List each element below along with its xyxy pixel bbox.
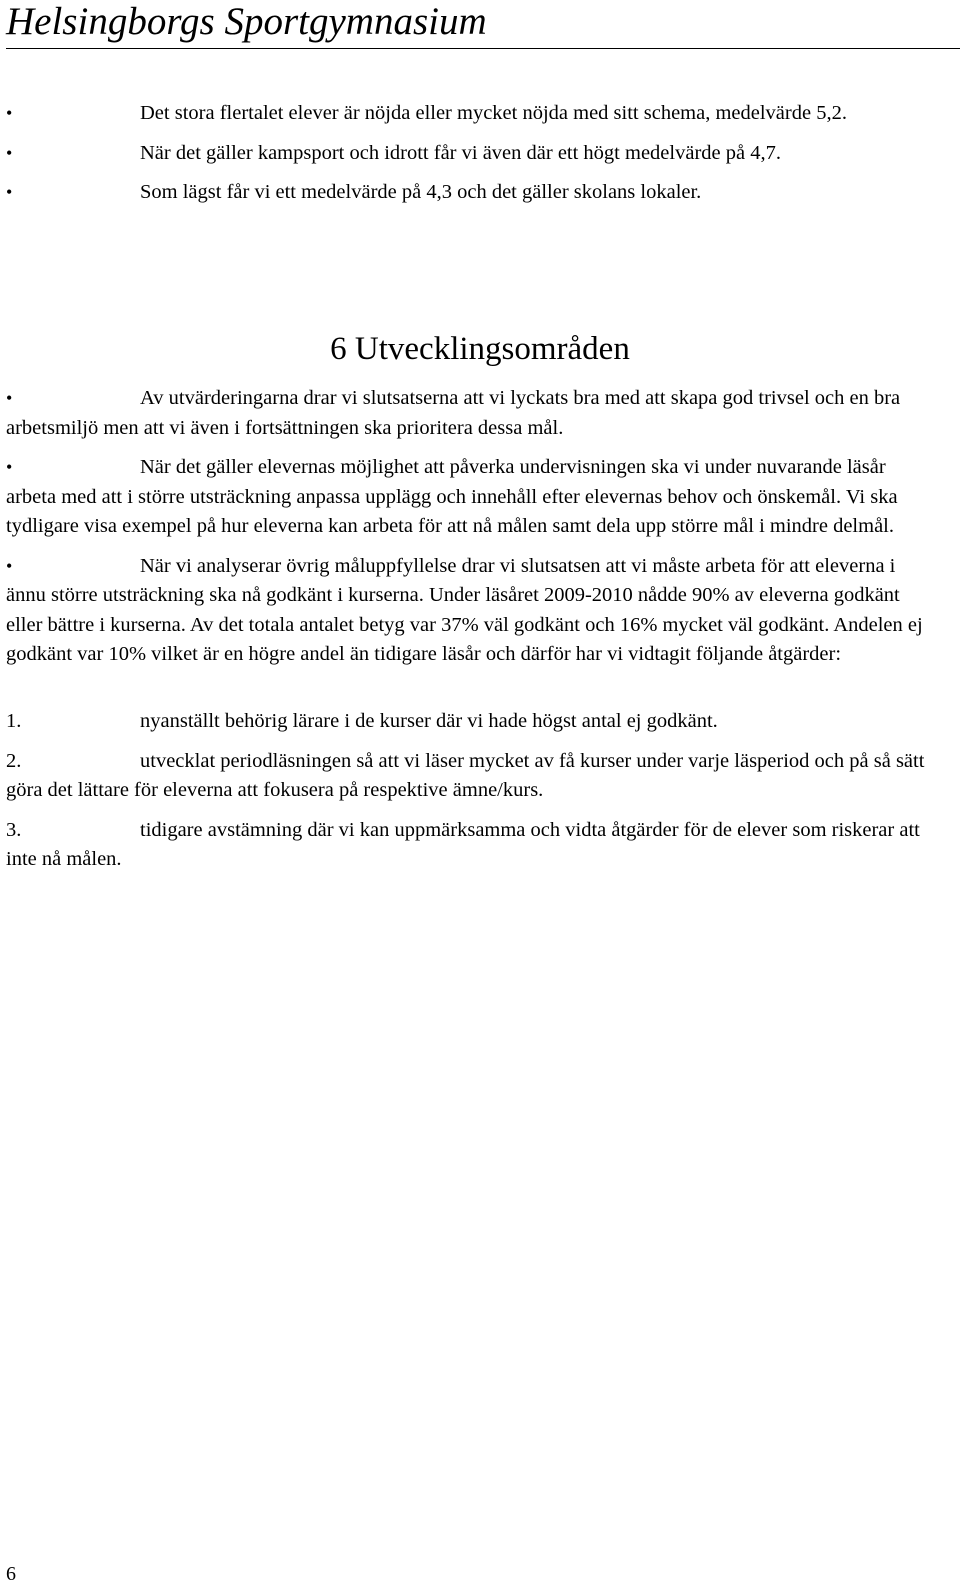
bullet-marker: • [6,457,13,477]
section-heading: 6 Utvecklingsområden [330,331,630,367]
section-bullet-list [6,384,936,680]
list-item [6,99,936,129]
list-item-text: När vi analyserar övrig måluppfyllelse drar vi slutsatsen att vi måste arbeta för att eleverna i ännu större utsträckning ska nå godkänt i kurserna. Under läsåret 2009-2010 nådde 90% av eleverna godkänt eller bättre i kurserna. Av det totala antalet betyg var 37% väl godkänt och 16% mycket väl godkänt. Andelen ej godkänt var 10% vilket är en högre andel än tidigare läsår och därför har vi vidtagit följande åtgärder: [6,554,923,665]
list-item-text: När det gäller elevernas möjlighet att påverka undervisningen ska vi under nuvarande läsår arbeta med att i större utsträckning anpassa upplägg och innehåll efter elevernas behov och önskemål. Vi ska tydligare visa exempel på hur eleverna kan arbeta för att nå målen samt dela upp större mål i mindre delmål. [6,456,898,537]
bullet-marker: • [6,388,13,408]
list-item [6,139,936,169]
bullet-marker: • [6,555,13,576]
numbered-item [6,747,936,806]
list-item [6,552,936,670]
bullet-marker: • [6,182,13,202]
page-number: 6 [6,1563,16,1585]
intro-bullet-list [6,99,936,208]
numbered-item-text: nyanställt behörig lärare i de kurser där vi hade högst antal ej godkänt. [140,710,718,732]
list-item-text: Som lägst får vi ett medelvärde på 4,3 och det gäller skolans lokaler. [140,181,702,203]
bullet-marker: • [6,142,13,163]
list-item [6,453,936,542]
number-marker: 1. [6,710,22,732]
numbered-item [6,707,936,737]
measures-list [6,707,936,875]
numbered-item [6,816,936,875]
list-item-text: Av utvärderingarna drar vi slutsatserna att vi lyckats bra med att skapa god trivsel och en bra arbetsmiljö men att vi även i fortsättningen ska prioritera dessa mål. [6,387,901,439]
header-title: Helsingborgs Sportgymnasium [6,0,487,43]
bullet-marker: • [6,103,13,123]
numbered-item-text: utvecklat periodläsningen så att vi läser mycket av få kurser under varje läsperiod och på så sätt göra det lättare för eleverna att fokusera på respektive ämne/kurs. [6,749,925,801]
numbered-item-text: tidigare avstämning där vi kan uppmärksamma och vidta åtgärder för de elever som riskerar att inte nå målen. [6,818,920,870]
list-item [6,384,936,443]
number-marker: 2. [6,749,22,772]
page-header [6,0,960,49]
list-item-text: När det gäller kampsport och idrott får vi även där ett högt medelvärde på 4,7. [140,141,781,164]
list-item [6,178,936,208]
number-marker: 3. [6,818,22,841]
list-item-text: Det stora flertalet elever är nöjda eller mycket nöjda med sitt schema, medelvärde 5,2. [140,102,847,124]
